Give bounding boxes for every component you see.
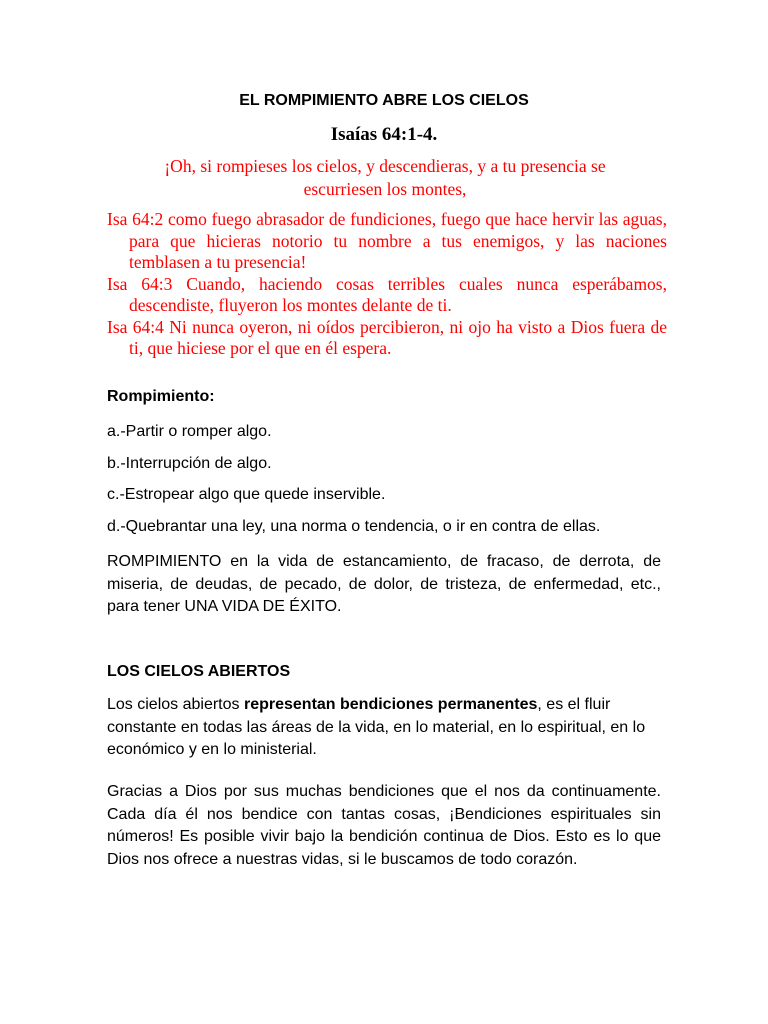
cielos-heading: LOS CIELOS ABIERTOS: [107, 663, 291, 680]
verse-64-2: Isa 64:2 como fuego abrasador de fundiciones, fuego que hace hervir las aguas, para que hicieras notorio tu nombre a tus enemigos, y las naciones temblasen a tu presencia!: [107, 209, 667, 272]
cielos-p1-text: Los cielos abiertos: [107, 696, 244, 713]
definition-item: b.-Interrupción de algo.: [107, 455, 272, 472]
verse-list: [107, 209, 667, 360]
verse-intro: ¡Oh, si rompieses los cielos, y descendieras, y a tu presencia se escurriesen los montes,: [164, 156, 606, 199]
scripture-reference: Isaías 64:1-4.: [330, 124, 438, 145]
verse-64-4: Isa 64:4 Ni nunca oyeron, ni oídos percibieron, ni ojo ha visto a Dios fuera de ti, que hiciese por el que en él espera.: [107, 316, 667, 358]
cielos-p1-bold: representan bendiciones permanentes: [243, 696, 538, 713]
cielos-p1-rest: , es el fluir constante en todas las áreas de la vida, en lo material, en lo espiritual, en lo económico y en lo ministerial.: [107, 696, 646, 758]
definition-item: d.-Quebrantar una ley, una norma o tendencia, o ir en contra de ellas.: [107, 518, 601, 535]
cielos-paragraph-1: [107, 694, 661, 762]
cielos-paragraph-2: Gracias a Dios por sus muchas bendiciones que el nos da continuamente. Cada día él nos bendice con tantas cosas, ¡Bendiciones espirituales sin números! Es posible vivir bajo la bendición continua de Dios. Esto es lo que Dios nos ofrece a nuestras vidas, si le buscamos de todo corazón.: [107, 783, 661, 868]
document-title: EL ROMPIMIENTO ABRE LOS CIELOS: [239, 92, 529, 109]
rompimiento-heading: Rompimiento:: [107, 388, 215, 405]
rompimiento-paragraph: ROMPIMIENTO en la vida de estancamiento, de fracaso, de derrota, de miseria, de deudas, de pecado, de dolor, de tristeza, de enfermedad, etc., para tener UNA VIDA DE ÉXITO.: [107, 553, 661, 615]
definition-item: a.-Partir o romper algo.: [107, 423, 272, 440]
verse-64-3: Isa 64:3 Cuando, haciendo cosas terribles cuales nunca esperábamos, descendiste, fluyeron los montes delante de ti.: [107, 273, 667, 315]
definition-item: c.-Estropear algo que quede inservible.: [107, 486, 386, 503]
